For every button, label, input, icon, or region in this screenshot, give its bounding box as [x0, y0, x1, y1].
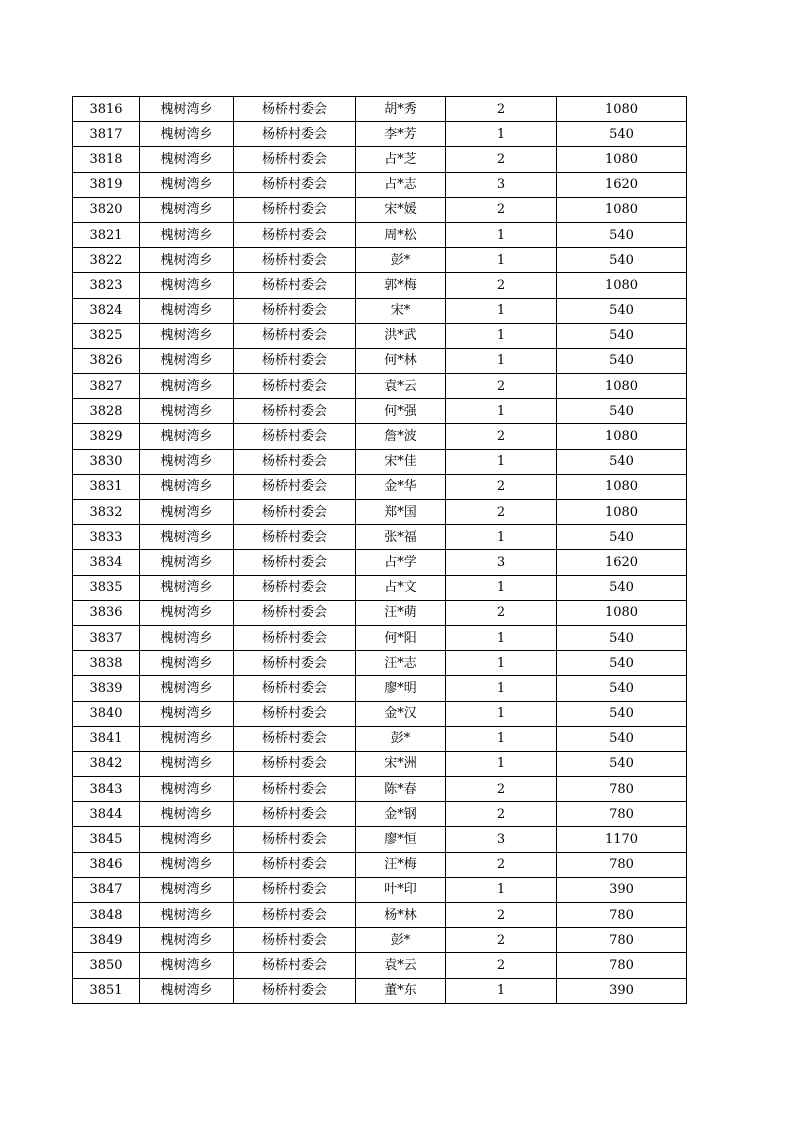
amount-cell: 780	[557, 953, 687, 978]
village-committee-cell: 杨桥村委会	[234, 701, 356, 726]
township-cell: 槐树湾乡	[140, 147, 234, 172]
amount-cell: 780	[557, 852, 687, 877]
amount-cell: 1620	[557, 550, 687, 575]
village-committee-cell: 杨桥村委会	[234, 172, 356, 197]
village-committee-cell: 杨桥村委会	[234, 97, 356, 122]
amount-cell: 1080	[557, 374, 687, 399]
amount-cell: 540	[557, 625, 687, 650]
amount-cell: 540	[557, 222, 687, 247]
people-count-cell: 2	[446, 802, 557, 827]
serial-number-cell: 3838	[73, 651, 140, 676]
table-row	[73, 575, 687, 600]
table-row	[73, 651, 687, 676]
name-cell: 占*学	[356, 550, 446, 575]
name-cell: 何*阳	[356, 625, 446, 650]
subsidy-table	[72, 96, 687, 1004]
township-cell: 槐树湾乡	[140, 928, 234, 953]
serial-number-cell: 3835	[73, 575, 140, 600]
village-committee-cell: 杨桥村委会	[234, 827, 356, 852]
township-cell: 槐树湾乡	[140, 424, 234, 449]
amount-cell: 1080	[557, 600, 687, 625]
table-row	[73, 449, 687, 474]
serial-number-cell: 3833	[73, 525, 140, 550]
amount-cell: 540	[557, 525, 687, 550]
table-row	[73, 802, 687, 827]
people-count-cell: 1	[446, 751, 557, 776]
village-committee-cell: 杨桥村委会	[234, 676, 356, 701]
amount-cell: 1080	[557, 500, 687, 525]
amount-cell: 390	[557, 877, 687, 902]
name-cell: 李*芳	[356, 122, 446, 147]
serial-number-cell: 3827	[73, 374, 140, 399]
village-committee-cell: 杨桥村委会	[234, 248, 356, 273]
village-committee-cell: 杨桥村委会	[234, 298, 356, 323]
amount-cell: 540	[557, 298, 687, 323]
table-row	[73, 903, 687, 928]
village-committee-cell: 杨桥村委会	[234, 953, 356, 978]
table-row	[73, 726, 687, 751]
name-cell: 占*志	[356, 172, 446, 197]
amount-cell: 1170	[557, 827, 687, 852]
people-count-cell: 1	[446, 701, 557, 726]
people-count-cell: 3	[446, 172, 557, 197]
table-row	[73, 273, 687, 298]
amount-cell: 540	[557, 122, 687, 147]
township-cell: 槐树湾乡	[140, 676, 234, 701]
amount-cell: 780	[557, 903, 687, 928]
people-count-cell: 2	[446, 424, 557, 449]
township-cell: 槐树湾乡	[140, 525, 234, 550]
name-cell: 董*东	[356, 978, 446, 1003]
township-cell: 槐树湾乡	[140, 625, 234, 650]
township-cell: 槐树湾乡	[140, 550, 234, 575]
serial-number-cell: 3836	[73, 600, 140, 625]
village-committee-cell: 杨桥村委会	[234, 726, 356, 751]
name-cell: 袁*云	[356, 953, 446, 978]
people-count-cell: 2	[446, 903, 557, 928]
name-cell: 汪*梅	[356, 852, 446, 877]
serial-number-cell: 3842	[73, 751, 140, 776]
table-row	[73, 625, 687, 650]
township-cell: 槐树湾乡	[140, 172, 234, 197]
village-committee-cell: 杨桥村委会	[234, 928, 356, 953]
township-cell: 槐树湾乡	[140, 474, 234, 499]
village-committee-cell: 杨桥村委会	[234, 197, 356, 222]
village-committee-cell: 杨桥村委会	[234, 424, 356, 449]
name-cell: 金*华	[356, 474, 446, 499]
people-count-cell: 1	[446, 323, 557, 348]
people-count-cell: 1	[446, 651, 557, 676]
serial-number-cell: 3851	[73, 978, 140, 1003]
amount-cell: 780	[557, 777, 687, 802]
village-committee-cell: 杨桥村委会	[234, 903, 356, 928]
township-cell: 槐树湾乡	[140, 500, 234, 525]
people-count-cell: 3	[446, 827, 557, 852]
amount-cell: 540	[557, 399, 687, 424]
name-cell: 何*林	[356, 348, 446, 373]
name-cell: 宋*媛	[356, 197, 446, 222]
township-cell: 槐树湾乡	[140, 197, 234, 222]
amount-cell: 1080	[557, 424, 687, 449]
people-count-cell: 1	[446, 298, 557, 323]
township-cell: 槐树湾乡	[140, 399, 234, 424]
people-count-cell: 2	[446, 147, 557, 172]
table-row	[73, 222, 687, 247]
table-row	[73, 348, 687, 373]
table-row	[73, 751, 687, 776]
township-cell: 槐树湾乡	[140, 978, 234, 1003]
name-cell: 周*松	[356, 222, 446, 247]
name-cell: 彭*	[356, 928, 446, 953]
table-row	[73, 676, 687, 701]
township-cell: 槐树湾乡	[140, 222, 234, 247]
people-count-cell: 2	[446, 197, 557, 222]
township-cell: 槐树湾乡	[140, 449, 234, 474]
people-count-cell: 1	[446, 877, 557, 902]
table-row	[73, 474, 687, 499]
serial-number-cell: 3817	[73, 122, 140, 147]
people-count-cell: 3	[446, 550, 557, 575]
township-cell: 槐树湾乡	[140, 298, 234, 323]
people-count-cell: 1	[446, 525, 557, 550]
township-cell: 槐树湾乡	[140, 777, 234, 802]
village-committee-cell: 杨桥村委会	[234, 348, 356, 373]
people-count-cell: 2	[446, 273, 557, 298]
people-count-cell: 1	[446, 676, 557, 701]
name-cell: 宋*佳	[356, 449, 446, 474]
village-committee-cell: 杨桥村委会	[234, 777, 356, 802]
township-cell: 槐树湾乡	[140, 802, 234, 827]
name-cell: 洪*武	[356, 323, 446, 348]
village-committee-cell: 杨桥村委会	[234, 323, 356, 348]
table-row	[73, 97, 687, 122]
amount-cell: 540	[557, 701, 687, 726]
name-cell: 陈*春	[356, 777, 446, 802]
name-cell: 占*文	[356, 575, 446, 600]
village-committee-cell: 杨桥村委会	[234, 877, 356, 902]
serial-number-cell: 3837	[73, 625, 140, 650]
serial-number-cell: 3847	[73, 877, 140, 902]
serial-number-cell: 3820	[73, 197, 140, 222]
village-committee-cell: 杨桥村委会	[234, 802, 356, 827]
amount-cell: 1620	[557, 172, 687, 197]
township-cell: 槐树湾乡	[140, 726, 234, 751]
serial-number-cell: 3839	[73, 676, 140, 701]
village-committee-cell: 杨桥村委会	[234, 222, 356, 247]
serial-number-cell: 3828	[73, 399, 140, 424]
table-row	[73, 928, 687, 953]
table-row	[73, 298, 687, 323]
village-committee-cell: 杨桥村委会	[234, 374, 356, 399]
table-row	[73, 877, 687, 902]
township-cell: 槐树湾乡	[140, 374, 234, 399]
township-cell: 槐树湾乡	[140, 827, 234, 852]
village-committee-cell: 杨桥村委会	[234, 978, 356, 1003]
township-cell: 槐树湾乡	[140, 953, 234, 978]
people-count-cell: 2	[446, 953, 557, 978]
amount-cell: 1080	[557, 197, 687, 222]
amount-cell: 1080	[557, 97, 687, 122]
village-committee-cell: 杨桥村委会	[234, 500, 356, 525]
serial-number-cell: 3819	[73, 172, 140, 197]
people-count-cell: 1	[446, 625, 557, 650]
village-committee-cell: 杨桥村委会	[234, 751, 356, 776]
table-row	[73, 147, 687, 172]
table-row	[73, 978, 687, 1003]
village-committee-cell: 杨桥村委会	[234, 399, 356, 424]
village-committee-cell: 杨桥村委会	[234, 575, 356, 600]
township-cell: 槐树湾乡	[140, 877, 234, 902]
people-count-cell: 1	[446, 222, 557, 247]
people-count-cell: 1	[446, 449, 557, 474]
township-cell: 槐树湾乡	[140, 575, 234, 600]
table-row	[73, 197, 687, 222]
name-cell: 廖*恒	[356, 827, 446, 852]
table-row	[73, 500, 687, 525]
township-cell: 槐树湾乡	[140, 903, 234, 928]
serial-number-cell: 3840	[73, 701, 140, 726]
name-cell: 彭*	[356, 726, 446, 751]
people-count-cell: 2	[446, 474, 557, 499]
people-count-cell: 2	[446, 500, 557, 525]
amount-cell: 540	[557, 449, 687, 474]
table-row	[73, 399, 687, 424]
people-count-cell: 1	[446, 122, 557, 147]
township-cell: 槐树湾乡	[140, 248, 234, 273]
serial-number-cell: 3844	[73, 802, 140, 827]
township-cell: 槐树湾乡	[140, 323, 234, 348]
people-count-cell: 2	[446, 600, 557, 625]
people-count-cell: 2	[446, 374, 557, 399]
serial-number-cell: 3830	[73, 449, 140, 474]
name-cell: 詹*波	[356, 424, 446, 449]
village-committee-cell: 杨桥村委会	[234, 122, 356, 147]
name-cell: 汪*萌	[356, 600, 446, 625]
name-cell: 金*钢	[356, 802, 446, 827]
table-row	[73, 827, 687, 852]
table-row	[73, 777, 687, 802]
amount-cell: 540	[557, 651, 687, 676]
name-cell: 金*汉	[356, 701, 446, 726]
people-count-cell: 2	[446, 928, 557, 953]
serial-number-cell: 3834	[73, 550, 140, 575]
village-committee-cell: 杨桥村委会	[234, 852, 356, 877]
table-row	[73, 374, 687, 399]
people-count-cell: 1	[446, 575, 557, 600]
amount-cell: 1080	[557, 147, 687, 172]
amount-cell: 780	[557, 802, 687, 827]
village-committee-cell: 杨桥村委会	[234, 651, 356, 676]
name-cell: 胡*秀	[356, 97, 446, 122]
serial-number-cell: 3829	[73, 424, 140, 449]
amount-cell: 390	[557, 978, 687, 1003]
amount-cell: 1080	[557, 273, 687, 298]
serial-number-cell: 3848	[73, 903, 140, 928]
name-cell: 何*强	[356, 399, 446, 424]
name-cell: 袁*云	[356, 374, 446, 399]
name-cell: 宋*洲	[356, 751, 446, 776]
serial-number-cell: 3824	[73, 298, 140, 323]
table-row	[73, 122, 687, 147]
township-cell: 槐树湾乡	[140, 348, 234, 373]
village-committee-cell: 杨桥村委会	[234, 525, 356, 550]
serial-number-cell: 3825	[73, 323, 140, 348]
serial-number-cell: 3846	[73, 852, 140, 877]
village-committee-cell: 杨桥村委会	[234, 625, 356, 650]
township-cell: 槐树湾乡	[140, 600, 234, 625]
people-count-cell: 1	[446, 399, 557, 424]
name-cell: 廖*明	[356, 676, 446, 701]
serial-number-cell: 3831	[73, 474, 140, 499]
amount-cell: 540	[557, 575, 687, 600]
township-cell: 槐树湾乡	[140, 273, 234, 298]
amount-cell: 540	[557, 751, 687, 776]
serial-number-cell: 3843	[73, 777, 140, 802]
table-row	[73, 172, 687, 197]
name-cell: 郭*梅	[356, 273, 446, 298]
name-cell: 张*福	[356, 525, 446, 550]
people-count-cell: 1	[446, 248, 557, 273]
name-cell: 彭*	[356, 248, 446, 273]
serial-number-cell: 3822	[73, 248, 140, 273]
amount-cell: 540	[557, 248, 687, 273]
serial-number-cell: 3841	[73, 726, 140, 751]
township-cell: 槐树湾乡	[140, 852, 234, 877]
table-row	[73, 852, 687, 877]
amount-cell: 780	[557, 928, 687, 953]
village-committee-cell: 杨桥村委会	[234, 474, 356, 499]
village-committee-cell: 杨桥村委会	[234, 600, 356, 625]
township-cell: 槐树湾乡	[140, 701, 234, 726]
village-committee-cell: 杨桥村委会	[234, 550, 356, 575]
table-row	[73, 701, 687, 726]
table-row	[73, 953, 687, 978]
serial-number-cell: 3826	[73, 348, 140, 373]
amount-cell: 540	[557, 726, 687, 751]
serial-number-cell: 3818	[73, 147, 140, 172]
name-cell: 郑*国	[356, 500, 446, 525]
people-count-cell: 1	[446, 978, 557, 1003]
township-cell: 槐树湾乡	[140, 751, 234, 776]
table-row	[73, 248, 687, 273]
name-cell: 占*芝	[356, 147, 446, 172]
name-cell: 汪*志	[356, 651, 446, 676]
people-count-cell: 1	[446, 348, 557, 373]
serial-number-cell: 3850	[73, 953, 140, 978]
table-row	[73, 600, 687, 625]
subsidy-list-sheet	[72, 96, 686, 1004]
township-cell: 槐树湾乡	[140, 122, 234, 147]
table-row	[73, 424, 687, 449]
village-committee-cell: 杨桥村委会	[234, 449, 356, 474]
table-row	[73, 323, 687, 348]
name-cell: 宋*	[356, 298, 446, 323]
amount-cell: 1080	[557, 474, 687, 499]
people-count-cell: 2	[446, 852, 557, 877]
serial-number-cell: 3816	[73, 97, 140, 122]
amount-cell: 540	[557, 323, 687, 348]
amount-cell: 540	[557, 676, 687, 701]
table-body	[73, 97, 687, 1004]
table-row	[73, 525, 687, 550]
township-cell: 槐树湾乡	[140, 97, 234, 122]
table-row	[73, 550, 687, 575]
amount-cell: 540	[557, 348, 687, 373]
name-cell: 叶*印	[356, 877, 446, 902]
serial-number-cell: 3849	[73, 928, 140, 953]
serial-number-cell: 3823	[73, 273, 140, 298]
township-cell: 槐树湾乡	[140, 651, 234, 676]
village-committee-cell: 杨桥村委会	[234, 273, 356, 298]
people-count-cell: 2	[446, 777, 557, 802]
serial-number-cell: 3821	[73, 222, 140, 247]
serial-number-cell: 3832	[73, 500, 140, 525]
serial-number-cell: 3845	[73, 827, 140, 852]
village-committee-cell: 杨桥村委会	[234, 147, 356, 172]
people-count-cell: 1	[446, 726, 557, 751]
name-cell: 杨*林	[356, 903, 446, 928]
people-count-cell: 2	[446, 97, 557, 122]
